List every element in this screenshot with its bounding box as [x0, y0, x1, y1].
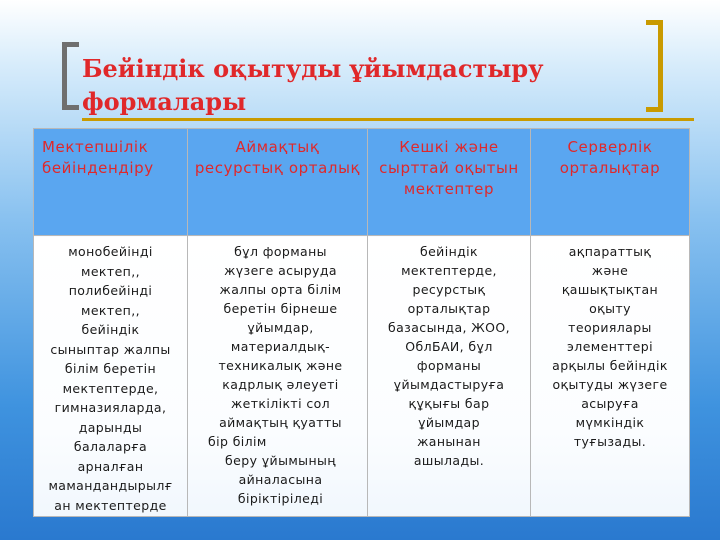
cell-line: мектеп,, — [81, 302, 140, 318]
right-bracket-decoration — [646, 20, 663, 112]
table-cell-regional-resource — [188, 236, 368, 517]
cell-line: оқыту — [589, 301, 631, 316]
forms-table — [33, 128, 690, 517]
cell-line: ұйымдастыруға — [393, 377, 505, 392]
cell-line: мамандандырылғ — [48, 478, 173, 493]
cell-line: бейіндік — [81, 322, 140, 337]
cell-line: орталықтар — [407, 301, 491, 316]
left-bracket-decoration — [62, 42, 79, 110]
table-cell-intraschool — [34, 236, 188, 517]
cell-line: теориялары — [568, 320, 652, 335]
header-cell-evening-distance: Кешкі және сырттай оқытын мектептер — [368, 129, 531, 236]
cell-line: базасында, ЖОО, — [388, 320, 510, 335]
cell-line: сыныптар жалпы — [50, 341, 171, 357]
cell-line: аймақтың қуатты — [219, 415, 342, 430]
cell-line: беретін бірнеше — [223, 301, 338, 316]
cell-line: туғызады. — [573, 434, 647, 449]
table-header-row — [34, 129, 690, 236]
table-row — [34, 236, 690, 517]
cell-line: құқығы бар — [408, 396, 490, 411]
cell-line: кадрлық әлеуеті — [222, 377, 339, 392]
cell-line: ақпараттық — [568, 244, 652, 259]
cell-line: мектептерде, — [62, 380, 159, 396]
cell-line: ашылады. — [413, 453, 485, 468]
header-cell-regional-resource: Аймақтық ресурстық орталық — [188, 129, 368, 236]
table-cell-server-centers — [531, 236, 690, 517]
header-cell-intraschool: Мектепшілік бейіндендіру — [34, 129, 188, 236]
cell-line: техникалық және — [218, 358, 343, 373]
cell-line: және — [591, 263, 629, 278]
cell-line: біріктіріледі — [237, 491, 324, 506]
cell-line: гимназияларда, — [54, 400, 167, 415]
table-cell-evening-distance — [368, 236, 531, 517]
cell-line: материалдық- — [230, 339, 331, 354]
cell-line: балаларға — [73, 439, 148, 454]
cell-line: беру ұйымының — [225, 453, 336, 468]
cell-line: элементтері — [567, 339, 653, 354]
cell-line: монобейінді — [68, 244, 153, 259]
cell-line: жүзеге асыруда — [224, 263, 337, 278]
cell-line: ұйымдар, — [247, 320, 314, 335]
cell-line: асыруға — [581, 396, 639, 411]
cell-line: білім беретін — [64, 361, 157, 376]
cell-line: мүмкіндік — [575, 415, 645, 430]
cell-line: ОблБАИ, бұл — [405, 339, 493, 354]
cell-line: бір білім — [208, 434, 267, 449]
cell-line: бұл форманы — [234, 244, 327, 259]
cell-line: форманы — [416, 358, 482, 373]
cell-line: жанынан — [417, 434, 481, 449]
cell-line: ресурстық — [412, 282, 486, 297]
cell-line: ұйымдар — [418, 415, 480, 430]
cell-line: арқылы бейіндік — [552, 358, 668, 373]
cell-line: ан мектептерде — [54, 497, 167, 513]
cell-line: айналасына — [238, 472, 323, 487]
cell-line: бейіндік — [419, 244, 479, 259]
cell-line: жеткілікті сол — [230, 396, 331, 411]
header-cell-server-centers: Серверлік орталықтар — [531, 129, 690, 236]
cell-line: дарынды — [78, 419, 143, 435]
slide-title: Бейіндік оқытуды ұйымдастыру формалары — [82, 54, 544, 116]
cell-line: мектеп,, — [81, 263, 140, 279]
title-underline — [82, 118, 694, 121]
cell-line: полибейінді — [68, 283, 153, 298]
cell-line: мектептерде, — [401, 263, 497, 278]
cell-line: жалпы орта білім — [219, 282, 342, 297]
cell-line: оқытуды жүзеге — [552, 377, 668, 392]
cell-line: қашықтықтан — [561, 282, 659, 297]
cell-line: арналған — [77, 458, 144, 474]
